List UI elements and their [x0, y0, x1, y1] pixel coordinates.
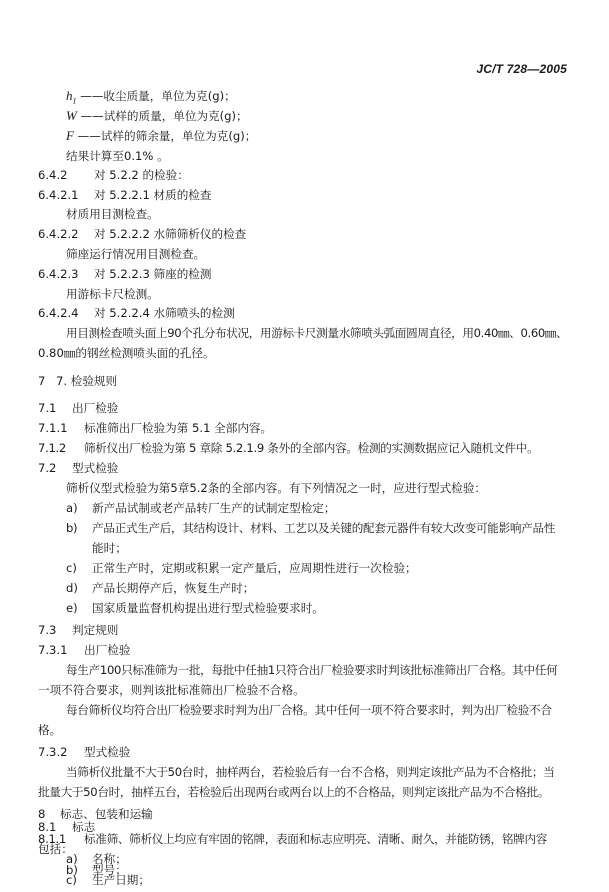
list-item: b) 型号；: [66, 862, 127, 877]
list-item: e) 国家质量监督机构提出进行型式检验要求时。: [66, 601, 324, 615]
section-7-3-1: 7.3.1 出厂检验: [38, 643, 131, 657]
section-7-1-1: 7.1.1 标准筛出厂检验为第 5.1 全部内容。: [38, 421, 273, 435]
list-item: c) 正常生产时，定期或积累一定产量后，应周期性进行一次检验；: [66, 561, 417, 575]
section-6-4-2-2-body: 筛座运行情况用目测检查。: [66, 247, 206, 261]
legend-text: ——试样的质量，单位为克(g)；: [80, 109, 248, 123]
result-note: 结果计算至0.1% 。: [66, 149, 169, 163]
symbol-w: W: [66, 108, 77, 123]
section-6-4-2: 6.4.2 对 5.2.2 的检验：: [38, 168, 189, 182]
section-6-4-2-1: 6.4.2.1 对 5.2.2.1 材质的检查: [38, 188, 212, 202]
section-7-3-1-para2-cont: 格。: [38, 723, 62, 737]
section-8-1: 8.1 标志: [38, 820, 96, 835]
list-item: d) 产品长期停产后，恢复生产时；: [66, 581, 255, 595]
section-7-1-2: 7.1.2 筛析仪出厂检验为第 5 章除 5.2.1.9 条外的全部内容。检测的实测数据应记入随机文件中。: [38, 441, 539, 455]
list-item: a) 新产品试制或老产品转厂生产的试制定型检定；: [66, 501, 336, 515]
section-6-4-2-2: 6.4.2.2 对 5.2.2.2 水筛筛析仪的检查: [38, 227, 247, 241]
section-7-3-2-para: 当筛析仪批量不大于50台时，抽样两台，若检验后有一台不合格，则判定该批产品为不合格批；当: [66, 765, 555, 779]
section-8-heading: 8 标志、包装和运输: [38, 806, 153, 821]
section-7-heading: 7 7. 检验规则: [38, 374, 118, 388]
section-6-4-2-3-body: 用游标卡尺检测。: [66, 287, 159, 301]
section-7-3-2-para-cont: 批量大于50台时，抽样五台，若检验后出现两台或两台以上的不合格品，则判定该批产品为不合格批。: [38, 785, 550, 799]
section-7-1: 7.1 出厂检验: [38, 401, 119, 415]
legend-text: ——收尘质量，单位为克(g)；: [80, 89, 236, 103]
legend-text: ——试样的筛余量，单位为克(g)；: [77, 129, 257, 143]
section-7-2-intro: 筛析仪型式检验为第5章5.2条的全部内容。有下列情况之一时，应进行型式检验：: [66, 481, 487, 495]
legend-line-w: [66, 108, 571, 124]
section-6-4-2-3: 6.4.2.3 对 5.2.2.3 筛座的检测: [38, 267, 212, 281]
legend-line-h1: [66, 88, 571, 110]
list-item: a) 名称；: [66, 852, 127, 867]
list-item-cont: 能时；: [92, 541, 127, 555]
section-7-3-1-para2: 每台筛析仪均符合出厂检验要求时判为出厂合格。其中任何一项不符合要求时，判为出厂检验不合: [66, 703, 552, 717]
section-6-4-2-1-body: 材质用目测检查。: [66, 207, 159, 221]
section-7-3-2: 7.3.2 型式检验: [38, 745, 131, 759]
section-8-1-1-cont: 包括：: [38, 842, 73, 857]
list-item: c) 生产日期；: [66, 873, 150, 887]
section-7-2: 7.2 型式检验: [38, 461, 119, 475]
section-7-3-1-para1-cont: 一项不符合要求，则判该批标准筛出厂检验不合格。: [38, 683, 305, 697]
section-8-1-1: 8.1.1 标准筛、筛析仪上均应有牢固的铭牌，表面和标志应明亮、清晰、耐久，并能防锈，铭牌内容: [38, 831, 548, 846]
section-6-4-2-4-body: 用目测检查喷头面上90个孔分布状况，用游标卡尺测量水筛喷头弧面圆周直径，用0.40㎜、0.60㎜、: [66, 326, 568, 340]
section-6-4-2-4-body-cont: 0.80㎜的钢丝检测喷头面的孔径。: [38, 346, 215, 360]
legend-line-f: [66, 128, 571, 144]
section-7-3-1-para1: 每生产100只标准筛为一批，每批中任抽1只符合出厂检验要求时判该批标准筛出厂合格。其中任何: [66, 663, 558, 677]
symbol-h: $h_1$: [66, 88, 77, 106]
standard-code-header: JC/T 728—2005: [476, 62, 567, 76]
list-item: b) 产品正式生产后，其结构设计、材料、工艺以及关键的配套元器件有较大改变可能影响产品性: [66, 521, 556, 535]
symbol-f: F: [66, 128, 74, 143]
section-6-4-2-4: 6.4.2.4 对 5.2.2.4 水筛喷头的检测: [38, 306, 235, 320]
section-7-3: 7.3 判定规则: [38, 623, 119, 637]
